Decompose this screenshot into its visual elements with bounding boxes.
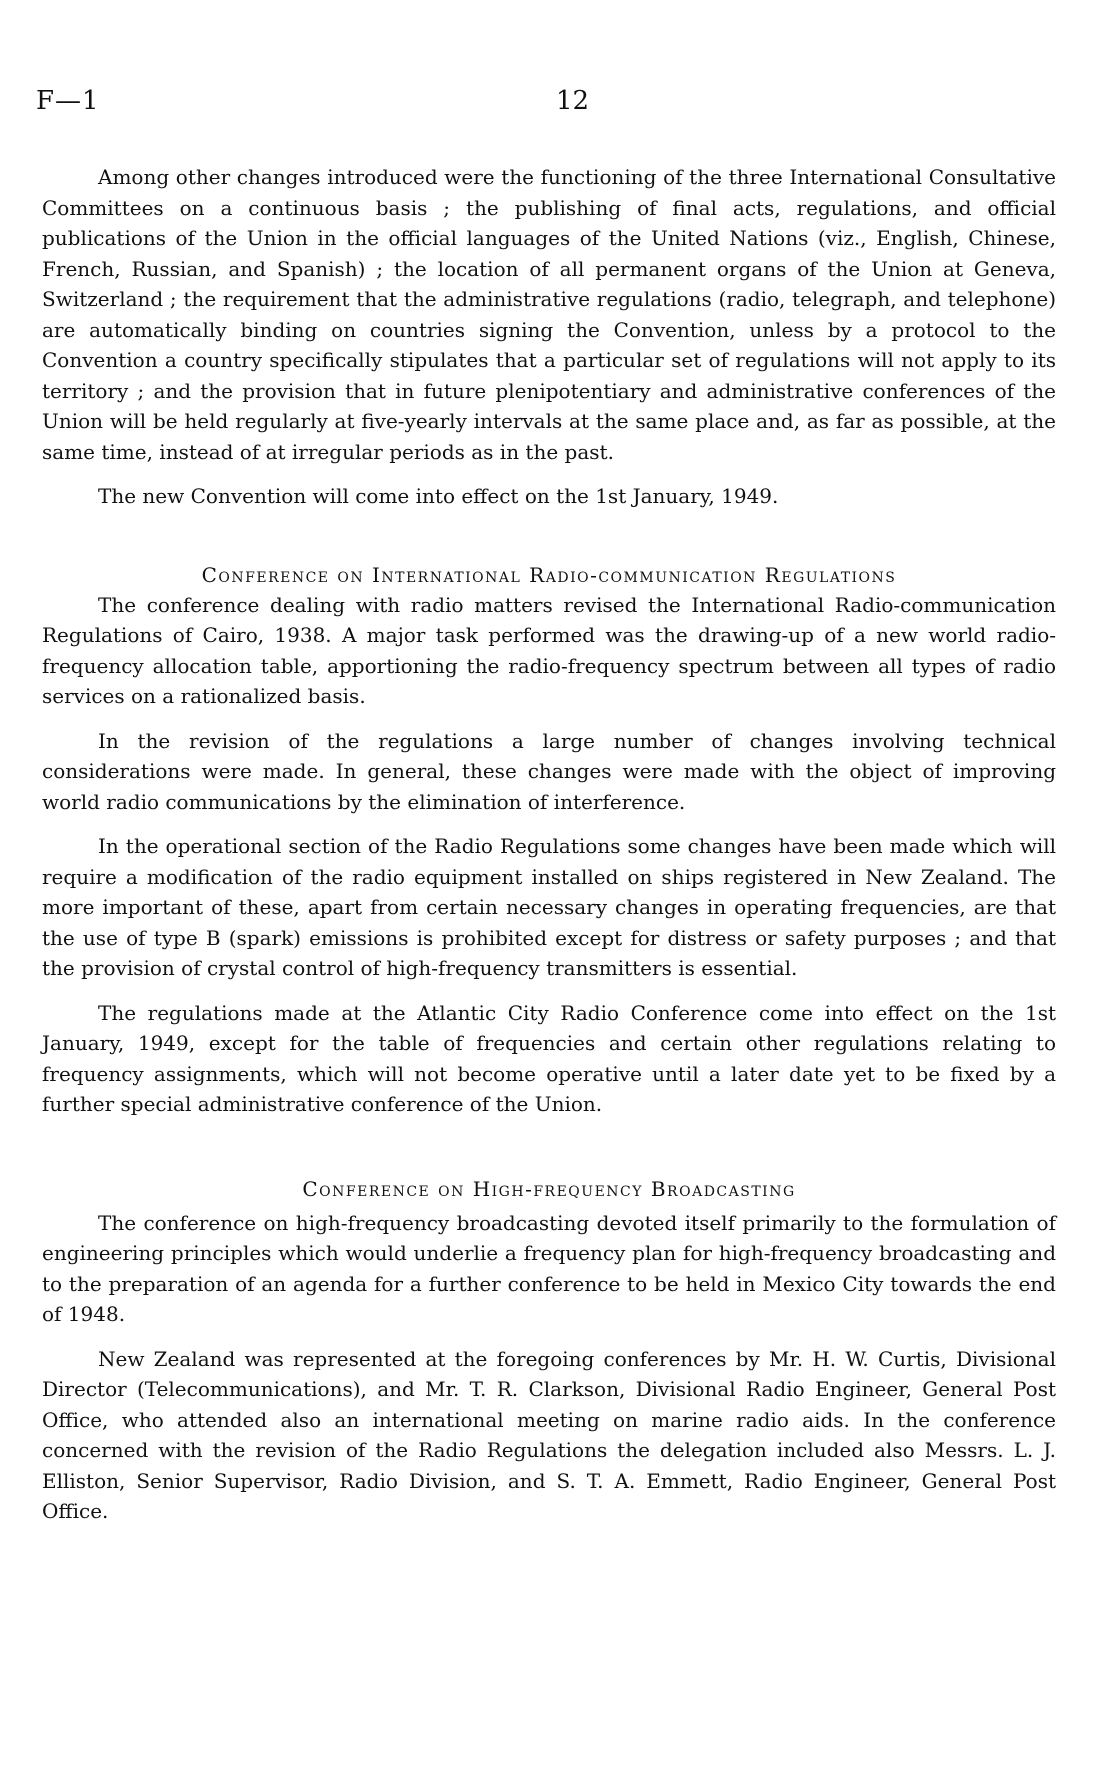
document-body bbox=[42, 162, 1056, 1541]
paragraph-radio-effect: The regulations made at the Atlantic City Radio Conference come into effect on the 1st January, 1949, except for the table of frequencies and certain other regulations relating to frequency assignments, which will not become operative until a later date yet to be fixed by a further special administrative conference of the Union. bbox=[42, 1000, 1056, 1116]
paragraph-broadcasting-representation: New Zealand was represented at the foregoing conferences by Mr. H. W. Curtis, Divisional Director (Telecommunications), and Mr. T. R. Clarkson, Divisional Radio Engineer, General Post Office, who attended also an international meeting on marine radio aids. In the conference concerned with the revision of the Radio Regulations the delegation included also Messrs. L. J. Elliston, Senior Supervisor, Radio Division, and S. T. A. Emmett, Radio Engineer, General Post Office. bbox=[42, 1346, 1056, 1523]
section-heading-broadcasting: Conference on High-frequency Broadcasting bbox=[302, 1176, 796, 1201]
paragraph-radio-technical: In the revision of the regulations a large number of changes involving technical considerations were made. In general, these changes were made with the object of improving world radio communications by the elimination of interference. bbox=[42, 728, 1056, 814]
paragraph-convention-changes: Among other changes introduced were the functioning of the three International Consultative Committees on a continuous basis ; the publishing of final acts, regulations, and official publications of the Union in the official languages of the United Nations (viz., English, Chinese, French, Russian, and Spanish) ; the location of all permanent organs of the Union at Geneva, Switzerland ; the requirement that the administrative regulations (radio, telegraph, and telephone) are automatically binding on countries signing the Convention, unless by a protocol to the Convention a country specifically stipulates that a particular set of regulations will not apply to its territory ; and the provision that in future plenipotentiary and administrative conferences of the Union will be held regularly at five-yearly intervals at the same place and, as far as possible, at the same time, instead of at irregular periods as in the past. bbox=[42, 165, 1056, 464]
document-reference: F—1 bbox=[36, 86, 100, 116]
paragraph-convention-effect: The new Convention will come into effect on the 1st January, 1949. bbox=[98, 484, 779, 508]
page-number: 12 bbox=[556, 86, 590, 116]
paragraph-broadcasting-principles: The conference on high-frequency broadcasting devoted itself primarily to the formulation of engineering principles which would underlie a frequency plan for high-frequency broadcasting and to the preparation of an agenda for a further conference to be held in Mexico City towards the end of 1948. bbox=[42, 1210, 1056, 1326]
paragraph-radio-operational: In the operational section of the Radio Regulations some changes have been made which will require a modification of the radio equipment installed on ships registered in New Zealand. The more important of these, apart from certain necessary changes in operating frequencies, are that the use of type B (spark) emissions is prohibited except for distress or safety purposes ; and that the provision of crystal control of high-frequency transmitters is essential. bbox=[42, 834, 1056, 980]
paragraph-radio-revision: The conference dealing with radio matters revised the International Radio-communication Regulations of Cairo, 1938. A major task performed was the drawing-up of a new world radio-frequency allocation table, apportioning the radio-frequency spectrum between all types of radio services on a rationalized basis. bbox=[42, 592, 1056, 708]
page-header bbox=[36, 86, 1056, 126]
section-heading-radio-regulations: Conference on International Radio-communication Regulations bbox=[201, 562, 897, 587]
